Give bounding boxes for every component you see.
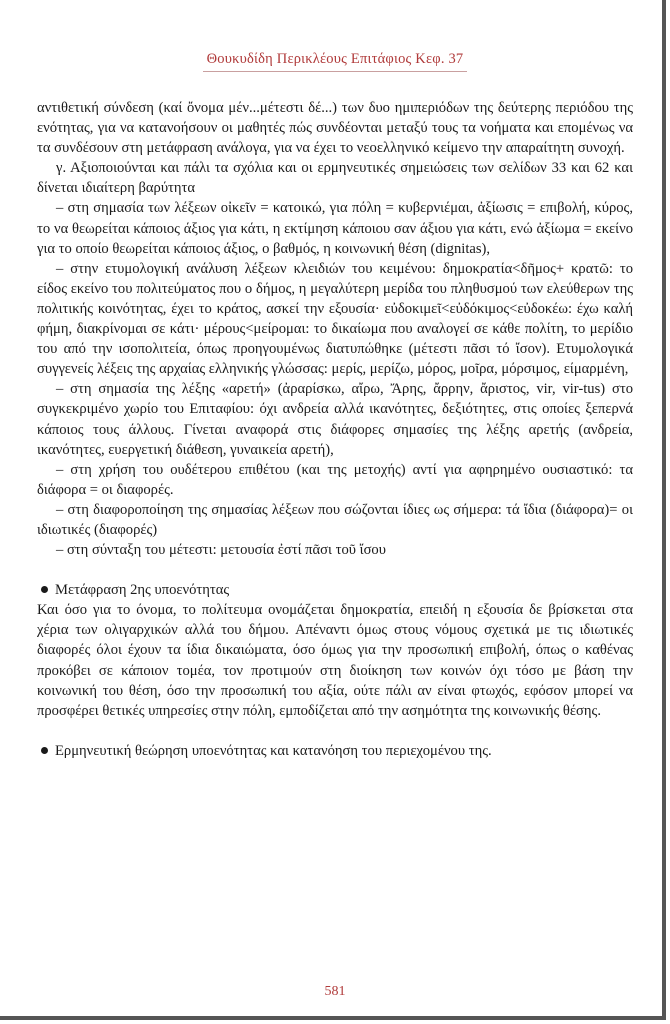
translation-heading [37,580,633,600]
page-body [37,98,633,761]
bullet-icon [41,586,48,593]
paragraph-neuter-adjective: – στη χρήση του ουδέτερου επιθέτου (και της μετοχής) αντί για αφηρημένο ουσιαστικό: τα διάφορα = οι διαφορές. [37,461,633,498]
bullet-icon [41,747,48,754]
paragraph-arete: – στη σημασία της λέξης «αρετή» (ἀραρίσκω, αἴρω, Ἄρης, ἄρρην, ἄριστος, vir, vir-tus) στο συγκεκριμένο χωρίο του Επιταφίου: όχι ανδρεία αλλά ικανότητες, δεξιότητες, στις οποίες ξεπερνά κάποιος τους άλλους. Γίνεται αναφορά στις διάφορες σημασίες της λέξης αρετής (ανδρεία, ικανότητες, ευεργετική διάθεση, γυναικεία αρετή), [37,381,633,458]
interpretation-heading [37,741,633,761]
paragraph-point-c: γ. Αξιοποιούνται και πάλι τα σχόλια και οι ερμηνευτικές σημειώσεις των σελίδων 33 και 62 και δίνεται ιδιαίτερη βαρύτητα [37,160,633,197]
translation-text: Και όσο για το όνομα, το πολίτευμα ονομάζεται δημοκρατία, επειδή η εξουσία δε βρίσκεται στα χέρια των ολιγαρχικών αλλά του δήμου. Απέναντι όμως στους νόμους σχετικά με τις ιδιωτικές διαφορές όλοι έχουν τα ίδια δικαιώματα, όσο όμως για την προσωπική επιβολή, όπως ο καθένας προκόβει σε κάποιον τομέα, τον προτιμούν στη διοίκηση των κοινών όχι τόσο με βάση την κοινωνική του θέση, όσο την προσωπική του αξία, ούτε πάλι αν είναι φτωχός, εφόσον μπορεί να προσφέρει θετικές υπηρεσίες στην πόλη, εμποδίζεται από την ασημότητα της κοινωνικής θέσης. [37,602,633,719]
paragraph-connection: αντιθετική σύνδεση (καί ὄνομα μέν...μέτεστι δέ...) των δυο ημιπεριόδων της δεύτερης περιόδου της ενότητας, για να κατανοήσουν οι μαθητές πώς συνδέονται μεταξύ τους τα νοήματα και επομένως να τα συνδέσουν στη μετάφραση ανάλογα, για να έχει το νεοελληνικό κείμενο την απαραίτητη συνοχή. [37,100,633,157]
translation-heading-text: Μετάφραση 2ης υποενότητας [55,582,230,599]
section-spacer [37,560,633,580]
running-header-title: Θουκυδίδη Περικλέους Επιτάφιος Κεφ. 37 [203,51,468,72]
interpretation-heading-text: Ερμηνευτική θεώρηση υποενότητας και κατανόηση του περιεχομένου της. [55,742,492,759]
section-spacer [37,721,633,741]
paragraph-word-meanings: – στη σημασία των λέξεων οἰκεῖν = κατοικώ, για πόλη = κυβερνιέμαι, ἀξίωσις = επιβολή, κύρος, το να θεωρείται κάποιος άξιος για κάτι, η εκτίμηση κάποιου σαν άξιου για κάτι, ενώ ἀξίωμα = εκείνο για το οποίο θεωρείται κάποιος άξιος, ο βαθμός, η κοινωνική θέση (dignitas), [37,200,633,257]
running-header [0,48,670,72]
paragraph-meaning-shift: – στη διαφοροποίηση της σημασίας λέξεων που σώζονται ίδιες ως σήμερα: τά ἴδια (διάφορα)= οι ιδιωτικές (διαφορές) [37,501,633,538]
paragraph-etymology: – στην ετυμολογική ανάλυση λέξεων κλειδιών του κειμένου: δημοκρατία<δῆμος+ κρατῶ: το είδος εκείνο του πολιτεύματος που ο δήμος, η μεγαλύτερη μερίδα του πληθυσμού των ελεύθερων της πολιτικής κοινότητας, έχει το κράτος, ασκεί την εξουσία· εὐδοκιμεῖ<εὐδόκιμος<εὐδοκέω: έχω καλή φήμη, διακρίνομαι σε κάτι· μέρους<μείρομαι: το δικαίωμα που αναλογεί σε κάθε πολίτη, το μερίδιο του από την ισοπολιτεία, όπως προηγουμένως διατυπώθηκε (μέτεστι πᾶσι τό ἴσον). Ετυμολογικά συγγενείς λέξεις της αρχαίας ελληνικής γλώσσας: μερίς, μερίζω, μόρος, μοῖρα, μόρσιμος, είμαρμένη, [37,260,633,378]
paragraph-syntax-metesti: – στη σύνταξη του μέτεστι: μετουσία ἐστί πᾶσι τοῦ ἴσου [56,542,386,559]
page-number: 581 [324,984,346,999]
